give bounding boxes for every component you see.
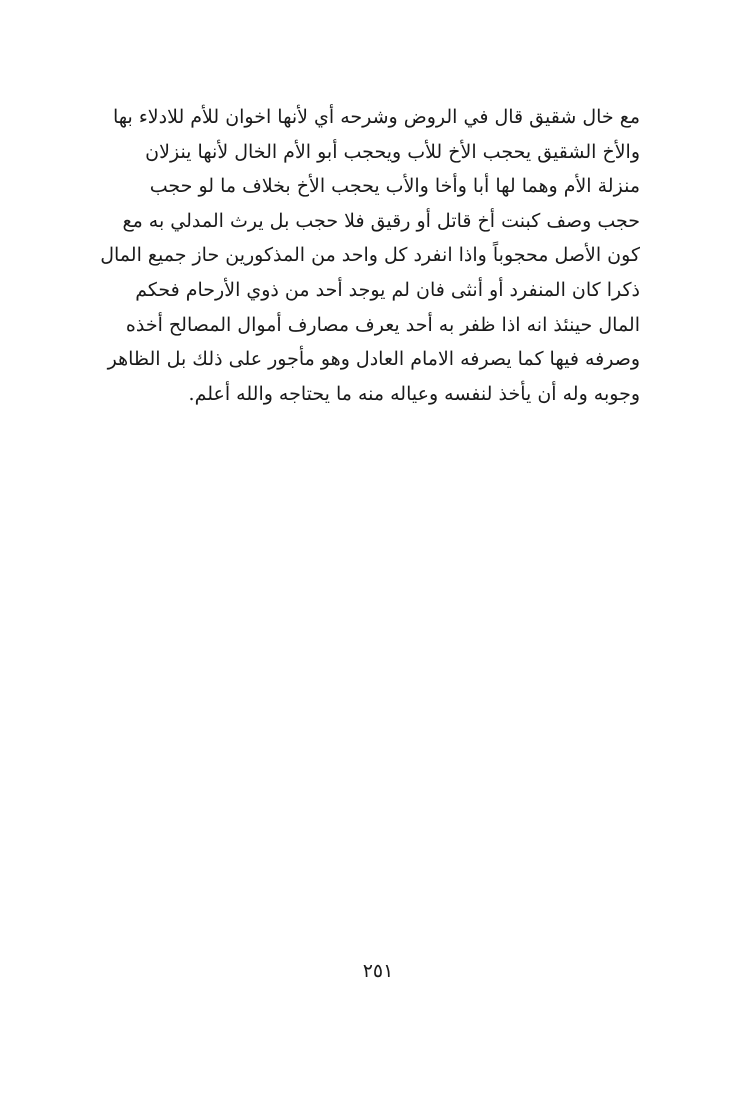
text-line-2: والأخ الشقيق يحجب الأخ للأب ويحجب أبو الأم الخال لأنها ينزلان <box>145 140 640 163</box>
text-line-7: المال حينئذ انه اذا ظفر به أحد يعرف مصارف أموال المصالح أخذه <box>125 313 640 336</box>
body-text <box>100 100 640 411</box>
text-line-4: حجب وصف كبنت أخ قاتل أو رقيق فلا حجب بل يرث المدلي به مع <box>122 209 640 232</box>
text-line-5: كون الأصل محجوباً واذا انفرد كل واحد من المذكورين حاز جميع المال <box>100 244 640 267</box>
text-line-9: وجوبه وله أن يأخذ لنفسه وعياله منه ما يحتاجه والله أعلم. <box>188 382 640 405</box>
text-line-1: مع خال شقيق قال في الروض وشرحه أي لأنها اخوان للأم للادلاء بها <box>113 106 640 128</box>
text-line-3: منزلة الأم وهما لها أبا وأخا والأب يحجب الأخ بخلاف ما لو حجب <box>149 175 640 198</box>
text-line-8: وصرفه فيها كما يصرفه الامام العادل وهو مأجور على ذلك بل الظاهر <box>107 348 640 371</box>
page-number: ٢٥١ <box>362 960 394 982</box>
text-line-6: ذكرا كان المنفرد أو أنثى فان لم يوجد أحد من ذوي الأرحام فحكم <box>135 278 640 301</box>
